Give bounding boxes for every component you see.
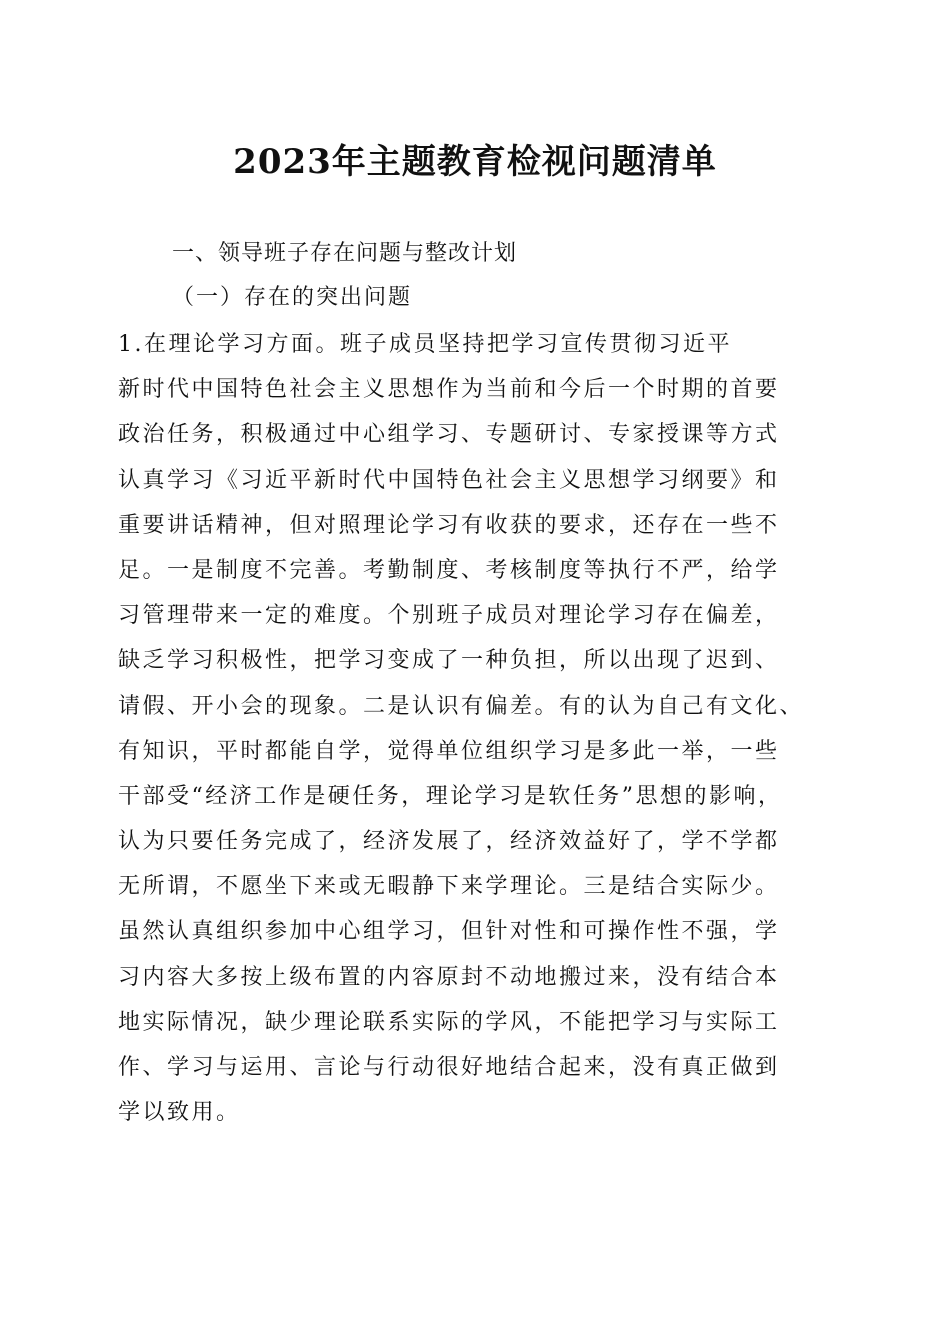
paragraph-line: 干部受“经济工作是硬任务，理论学习是软任务”思想的影响， bbox=[118, 783, 783, 809]
paragraph-line: 1.在理论学习方面。班子成员坚持把学习宣传贯彻习近平 bbox=[118, 332, 732, 357]
paragraph-line: 习内容大多按上级布置的内容原封不动地搬过来，没有结合本 bbox=[118, 964, 780, 990]
document-title: 2023年主题教育检视问题清单 bbox=[233, 142, 717, 182]
paragraph-line: 有知识，平时都能自学，觉得单位组织学习是多此一举，一些 bbox=[118, 738, 780, 764]
section-heading: 一、领导班子存在问题与整改计划 bbox=[172, 241, 518, 266]
sub-heading: （一）存在的突出问题 bbox=[172, 285, 413, 310]
paragraph-line: 缺乏学习积极性，把学习变成了一种负担，所以出现了迟到、 bbox=[118, 648, 780, 674]
paragraph-line: 习管理带来一定的难度。个别班子成员对理论学习存在偏差， bbox=[118, 603, 780, 629]
paragraph-line: 请假、开小会的现象。二是认识有偏差。有的认为自己有文化、 bbox=[118, 693, 805, 719]
body-paragraph bbox=[118, 322, 838, 1135]
paragraph-line: 学以致用。 bbox=[118, 1100, 241, 1126]
paragraph-line: 地实际情况，缺少理论联系实际的学风，不能把学习与实际工 bbox=[118, 1009, 780, 1035]
paragraph-line: 重要讲话精神，但对照理论学习有收获的要求，还存在一些不 bbox=[118, 512, 780, 538]
paragraph-line: 新时代中国特色社会主义思想作为当前和今后一个时期的首要 bbox=[118, 377, 780, 403]
paragraph-line: 政治任务，积极通过中心组学习、专题研讨、专家授课等方式 bbox=[118, 422, 780, 448]
paragraph-line: 认真学习《习近平新时代中国特色社会主义思想学习纲要》和 bbox=[118, 467, 780, 493]
paragraph-line: 虽然认真组织参加中心组学习，但针对性和可操作性不强，学 bbox=[118, 919, 780, 945]
paragraph-line: 认为只要任务完成了，经济发展了，经济效益好了，学不学都 bbox=[118, 829, 780, 855]
paragraph-line: 作、学习与运用、言论与行动很好地结合起来，没有真正做到 bbox=[118, 1055, 780, 1080]
paragraph-line: 无所谓，不愿坐下来或无暇静下来学理论。三是结合实际少。 bbox=[118, 874, 780, 900]
paragraph-line: 足。一是制度不完善。考勤制度、考核制度等执行不严，给学 bbox=[118, 557, 780, 583]
